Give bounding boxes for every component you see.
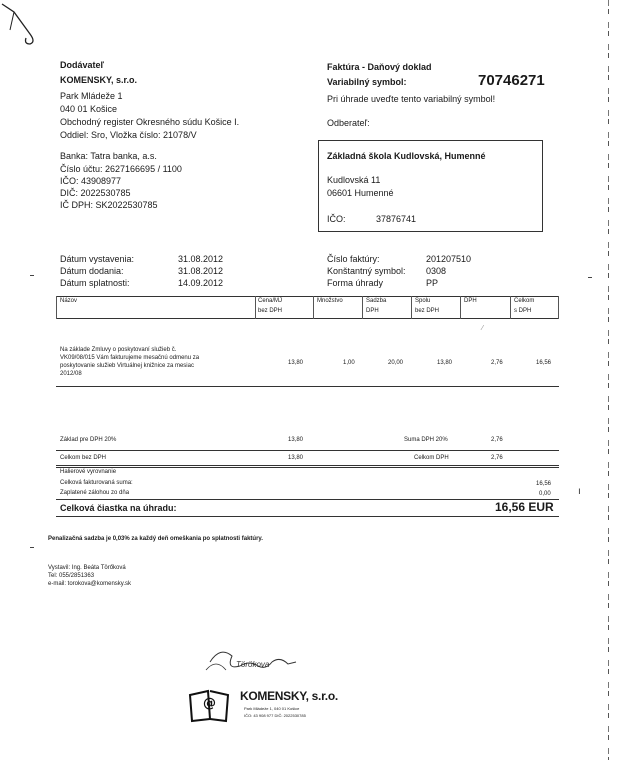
buyer-label: Odberateľ:: [327, 118, 370, 128]
scan-tick: [588, 277, 592, 278]
invoiced-value: 16,56: [536, 481, 552, 487]
pen-mark-corner: [0, 0, 42, 48]
table-border: [558, 296, 559, 319]
table-col-divider: [411, 296, 412, 319]
issued-value: 31.08.2012: [178, 254, 224, 264]
table-top-rule: [56, 296, 559, 297]
total-vat-value: 2,76: [491, 455, 503, 461]
th-total: Spolu: [415, 298, 431, 304]
issuer-phone: Tel: 055/2851363: [48, 573, 95, 579]
th-grand-sub: s DPH: [514, 308, 532, 314]
vat-sum-label: Suma DPH 20%: [404, 437, 448, 443]
constant-symbol-value: 0308: [426, 266, 447, 276]
supplier-name: KOMENSKY, s.r.o.: [60, 75, 138, 85]
vat-sum-value: 2,76: [491, 437, 503, 443]
item-desc-line: poskytovanie služieb Virtuálnej knižnice za mesiac: [60, 363, 194, 369]
scan-edge: [608, 0, 609, 760]
supplier-icdph: IČ DPH: SK2022530785: [60, 200, 158, 210]
invoice-title: Faktúra - Daňový doklad: [327, 62, 432, 72]
table-col-divider: [313, 296, 314, 319]
summary-rule: [56, 467, 559, 468]
constant-symbol-label: Konštantný symbol:: [327, 266, 406, 276]
invoice-number-label: Číslo faktúry:: [327, 254, 380, 264]
item-desc-line: VK09/08/015 Vám fakturujeme mesačnú odmenu za: [60, 355, 200, 361]
supplier-register: Obchodný register Okresného súdu Košice I.: [60, 117, 240, 127]
th-vat: DPH: [464, 298, 477, 304]
th-total-sub: bez DPH: [415, 308, 440, 314]
advance-label: Zaplatené zálohou zo dňa: [60, 490, 130, 496]
th-grand: Celkom: [514, 298, 535, 304]
summary-rule: [56, 450, 559, 451]
due-date-value: 14.09.2012: [178, 278, 224, 288]
item-vat: 2,76: [491, 360, 503, 366]
scan-tick: [30, 275, 34, 276]
th-unit-price-sub: bez DPH: [258, 308, 283, 314]
scan-mark: ⁄: [482, 325, 484, 332]
invoiced-label: Celková fakturovaná suma:: [60, 480, 133, 486]
th-name: Názov: [60, 298, 78, 304]
item-desc-line: 2012/08: [60, 371, 82, 377]
stamp-address: Park Mládeže 1, 040 01 Košice: [244, 706, 300, 711]
issued-by: Vystavil: Ing. Beáta Törőková: [48, 565, 126, 571]
buyer-ico-value: 37876741: [376, 214, 417, 224]
signature-text: Törökova: [236, 660, 270, 669]
stamp-ids: IČO: 43 908 977 DIČ: 2022530785: [244, 713, 306, 718]
table-col-divider: [362, 296, 363, 319]
penalty-note: Penalizačná sadzba je 0,03% za každý deň omeškania po splatnosti faktúry.: [48, 536, 263, 542]
company-stamp: [180, 640, 340, 730]
item-rate: 20,00: [388, 360, 404, 366]
item-desc-line: Na základe Zmluvy o poskytovaní služieb č.: [60, 347, 177, 353]
table-col-divider: [255, 296, 256, 319]
summary-rule: [56, 499, 559, 500]
item-unit-price: 13,80: [288, 360, 304, 366]
supplier-account: Číslo účtu: 2627166695 / 1100: [60, 164, 182, 174]
item-bottom-rule: [56, 386, 559, 387]
table-header-rule: [56, 318, 559, 319]
vs-note: Pri úhrade uveďte tento variabilný symbol!: [327, 94, 496, 104]
payment-form-value: PP: [426, 278, 439, 288]
buyer-city: 06601 Humenné: [327, 188, 394, 198]
th-quantity: Množstvo: [317, 298, 343, 304]
issued-label: Dátum vystavenia:: [60, 254, 135, 264]
summary-rule: [56, 516, 559, 517]
scan-mark: ı: [578, 486, 581, 497]
th-rate: Sadzba: [366, 298, 387, 304]
base-value: 13,80: [288, 437, 304, 443]
supplier-street: Park Mládeže 1: [60, 91, 123, 101]
vs-label: Variabilný symbol:: [327, 77, 407, 87]
buyer-street: Kudlovská 11: [327, 175, 381, 185]
item-quantity: 1,00: [343, 360, 355, 366]
delivered-label: Dátum dodania:: [60, 266, 124, 276]
item-grand: 16,56: [536, 360, 552, 366]
buyer-ico-label: IČO:: [327, 214, 346, 224]
book-logo-icon: [186, 685, 234, 725]
total-net-label: Celkom bez DPH: [60, 455, 107, 461]
delivered-value: 31.08.2012: [178, 266, 224, 276]
rounding-label: Halierové vyrovnanie: [60, 469, 117, 475]
stamp-company: KOMENSKY, s.r.o.: [240, 689, 338, 703]
svg-text:@: @: [203, 696, 216, 711]
amount-due-label: Celková čiastka na úhradu:: [60, 503, 177, 513]
total-net-value: 13,80: [288, 455, 304, 461]
advance-value: 0,00: [539, 491, 551, 497]
invoice-number-value: 201207510: [426, 254, 472, 264]
amount-due-value: 16,56 EUR: [495, 500, 554, 514]
supplier-heading: Dodávateľ: [60, 60, 104, 70]
buyer-name: Základná škola Kudlovská, Humenné: [327, 151, 486, 161]
total-vat-label: Celkom DPH: [414, 455, 449, 461]
th-unit-price: Cena/MJ: [258, 298, 283, 304]
issuer-email: e-mail: torokova@komensky.sk: [48, 581, 132, 587]
item-total: 13,80: [437, 360, 453, 366]
due-date-label: Dátum splatnosti:: [60, 278, 130, 288]
vs-value: 70746271: [478, 72, 545, 89]
table-col-divider: [460, 296, 461, 319]
table-border: [56, 296, 57, 319]
th-rate-sub: DPH: [366, 308, 379, 314]
supplier-city: 040 01 Košice: [60, 104, 118, 114]
payment-form-label: Forma úhrady: [327, 278, 384, 288]
supplier-bank: Banka: Tatra banka, a.s.: [60, 151, 157, 161]
base-label: Základ pre DPH 20%: [60, 437, 117, 443]
supplier-dic: DIČ: 2022530785: [60, 188, 131, 198]
table-col-divider: [510, 296, 511, 319]
scan-tick: [30, 547, 34, 548]
summary-rule: [56, 465, 559, 466]
supplier-ico: IČO: 43908977: [60, 176, 122, 186]
supplier-section: Oddiel: Sro, Vložka číslo: 21078/V: [60, 130, 197, 140]
